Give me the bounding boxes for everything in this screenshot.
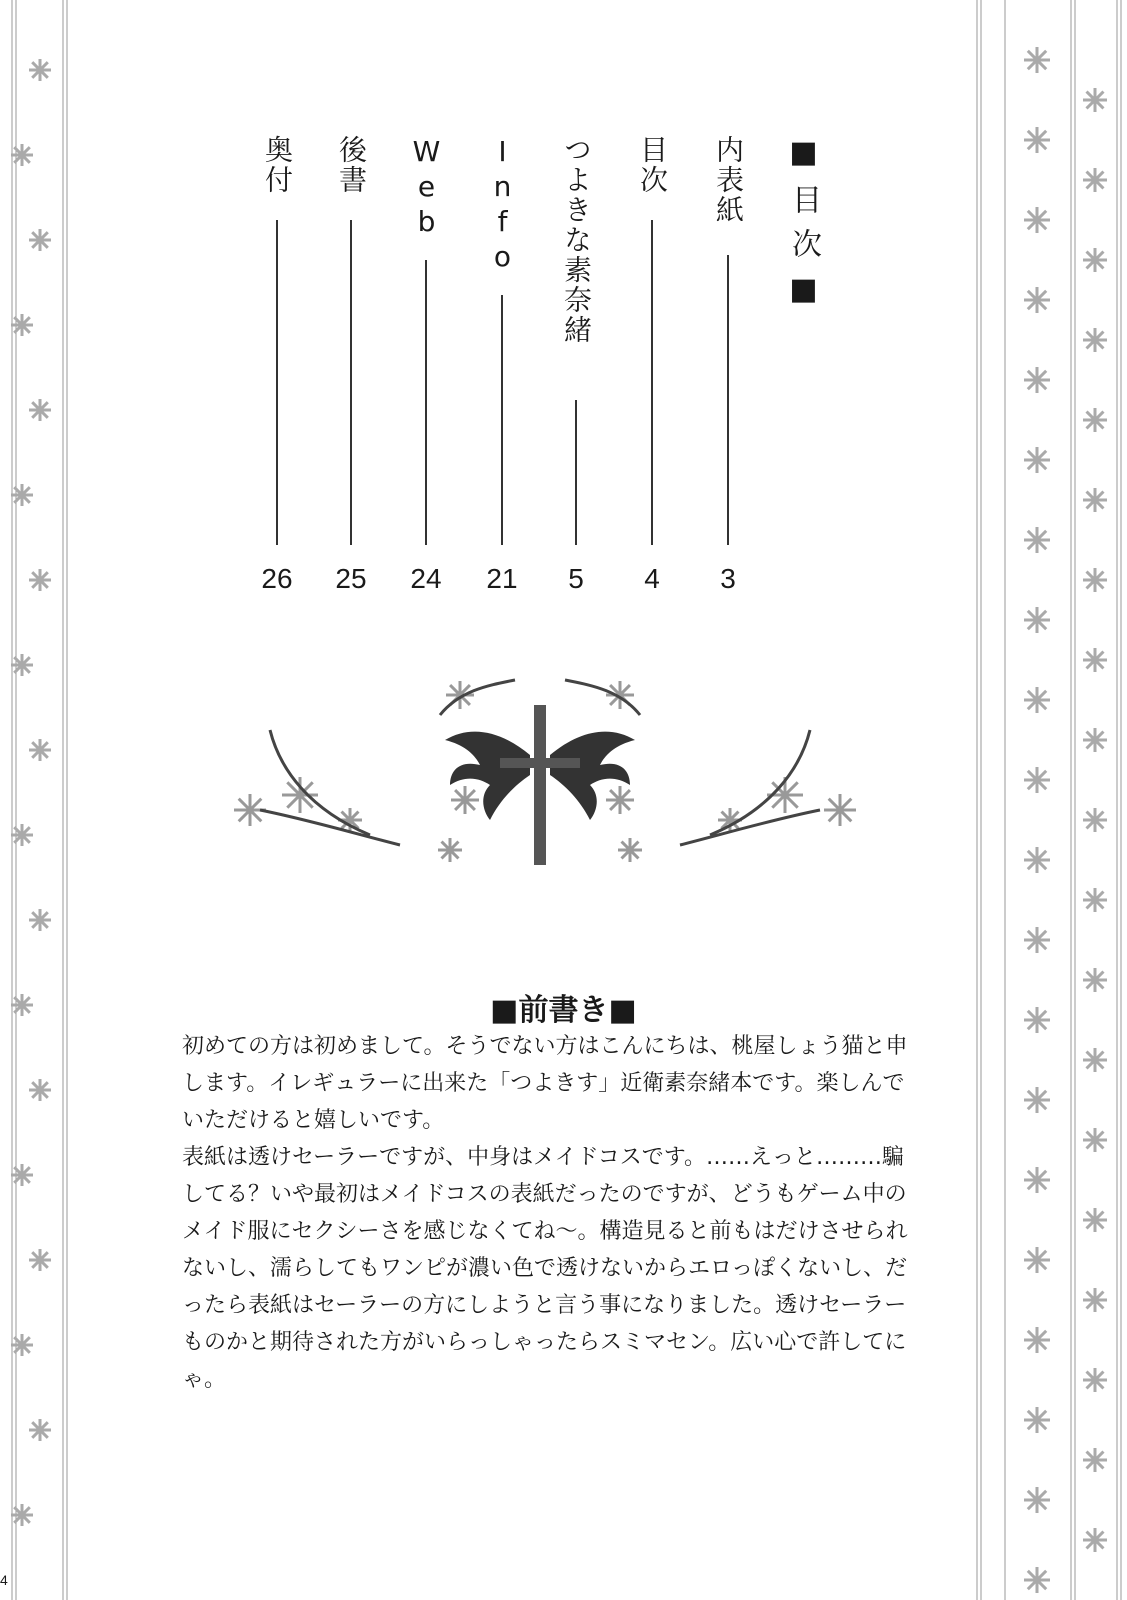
snowflake-icon <box>1024 207 1050 233</box>
snowflake-icon <box>1024 607 1050 633</box>
snowflake-icon <box>1024 1327 1050 1353</box>
preface-body <box>182 1028 912 1398</box>
snowflake-icon <box>1083 488 1107 512</box>
snowflake-icon <box>29 1079 51 1101</box>
toc-leader-line <box>350 220 352 545</box>
preface-paragraph: 初めての方は初めまして。そうでない方はこんにちは、桃屋しょう猫と申します。イレギュラーに出来た「つよきす」近衛素奈緒本です。楽しんでいただけると嬉しいです。 <box>182 1034 908 1133</box>
toc-entry-page: 4 <box>644 563 660 594</box>
snowflake-icon <box>824 794 856 826</box>
snowflake-icon <box>11 1164 33 1186</box>
snowflake-icon <box>1083 88 1107 112</box>
snowflake-icon <box>1024 1167 1050 1193</box>
toc-entry-label: 目次 <box>636 135 669 195</box>
snowflake-icon <box>438 838 462 862</box>
snowflake-icon <box>1024 287 1050 313</box>
snowflake-icon <box>1024 47 1050 73</box>
snowflake-icon <box>11 824 33 846</box>
snowflake-icon <box>29 399 51 421</box>
toc-entry-page: 26 <box>261 563 293 594</box>
snowflake-icon <box>1083 1048 1107 1072</box>
snowflake-icon <box>1083 1128 1107 1152</box>
snowflake-icon <box>1024 527 1050 553</box>
snowflake-icon <box>11 144 33 166</box>
snowflake-icon <box>11 484 33 506</box>
preface-paragraph: 表紙は透けセーラーですが、中身はメイドコスです。……えっと………騙してる？いや最初はメイドコスの表紙だったのですが、どうもゲーム中のメイド服にセクシーさを感じなくてね～。構造見ると前もはだけさせられないし、濡らしてもワンピが濃い色で透けないからエロっぽくないし、だったら表紙はセーラーの方にしようと言う事になりました。透けセーラーものかと期待された方がいらっしゃったらスミマセン。広い心で許してにゃ。 <box>182 1145 908 1392</box>
right-snowflake-border <box>967 0 1127 1600</box>
toc-entry <box>259 135 295 595</box>
snowflake-icon <box>29 1419 51 1441</box>
snowflake-icon <box>451 786 479 814</box>
snowflake-icon <box>29 1249 51 1271</box>
toc-entry <box>333 135 369 595</box>
snowflake-icon <box>11 1504 33 1526</box>
snowflake-icon <box>618 838 642 862</box>
snowflake-icon <box>1083 168 1107 192</box>
toc-entry-page: 3 <box>720 563 736 594</box>
snowflake-icon <box>1024 447 1050 473</box>
snowflake-icon <box>282 777 318 813</box>
toc-entry <box>558 135 594 595</box>
snowflake-icon <box>1083 1288 1107 1312</box>
snowflake-icon <box>1024 367 1050 393</box>
snowflake-icon <box>1083 328 1107 352</box>
snowflake-icon <box>1083 1208 1107 1232</box>
snowflake-icon <box>1024 687 1050 713</box>
snowflake-icon <box>1083 648 1107 672</box>
snowflake-icon <box>1024 127 1050 153</box>
snowflake-icon <box>1083 248 1107 272</box>
snowflake-icon <box>1024 1407 1050 1433</box>
snowflake-icon <box>1024 1087 1050 1113</box>
toc-leader-line <box>575 400 577 545</box>
snowflake-icon <box>1083 808 1107 832</box>
toc-leader-line <box>425 260 427 545</box>
toc-entry-label: 後書 <box>335 135 368 195</box>
page-number: 4 <box>0 1572 8 1588</box>
toc-leader-line <box>727 255 729 545</box>
toc-heading: ■目次■ <box>786 135 821 321</box>
cross-ornament <box>200 660 880 910</box>
toc-entry-label: 奥付 <box>261 135 294 195</box>
snowflake-icon <box>1024 1487 1050 1513</box>
toc-entry-label: つよきな素奈緒 <box>560 135 593 345</box>
toc-leader-line <box>501 295 503 545</box>
toc-entry-page: 21 <box>486 563 518 594</box>
toc-entry-page: 25 <box>335 563 367 594</box>
snowflake-icon <box>1083 1528 1107 1552</box>
toc-leader-line <box>651 220 653 545</box>
snowflake-icon <box>11 1334 33 1356</box>
toc-leader-line <box>276 220 278 545</box>
snowflake-icon <box>29 909 51 931</box>
toc-entry-page: 5 <box>568 563 584 594</box>
preface-title: ■前書き■ <box>490 993 637 1028</box>
toc-entry-page: 24 <box>410 563 442 594</box>
snowflake-icon <box>29 569 51 591</box>
toc-entry <box>484 135 520 595</box>
snowflake-icon <box>1024 767 1050 793</box>
snowflake-icon <box>1024 847 1050 873</box>
snowflake-icon <box>606 786 634 814</box>
snowflake-icon <box>1083 568 1107 592</box>
snowflake-icon <box>1024 1567 1050 1593</box>
snowflake-icon <box>11 314 33 336</box>
toc-entry <box>408 135 444 595</box>
snowflake-icon <box>1024 927 1050 953</box>
snowflake-icon <box>29 59 51 81</box>
toc-entry <box>634 135 670 595</box>
toc-entry-label: Web <box>410 135 443 240</box>
left-snowflake-border <box>0 0 70 1600</box>
snowflake-icon <box>1083 408 1107 432</box>
snowflake-icon <box>1083 1448 1107 1472</box>
snowflake-icon <box>1024 1247 1050 1273</box>
snowflake-icon <box>29 739 51 761</box>
snowflake-icon <box>1083 1368 1107 1392</box>
snowflake-icon <box>1083 888 1107 912</box>
toc-entry-label: Info <box>486 135 519 275</box>
snowflake-icon <box>1083 728 1107 752</box>
snowflake-icon <box>29 229 51 251</box>
toc-entry-label: 内表紙 <box>712 135 745 225</box>
toc-entry <box>710 135 746 595</box>
snowflake-icon <box>11 654 33 676</box>
